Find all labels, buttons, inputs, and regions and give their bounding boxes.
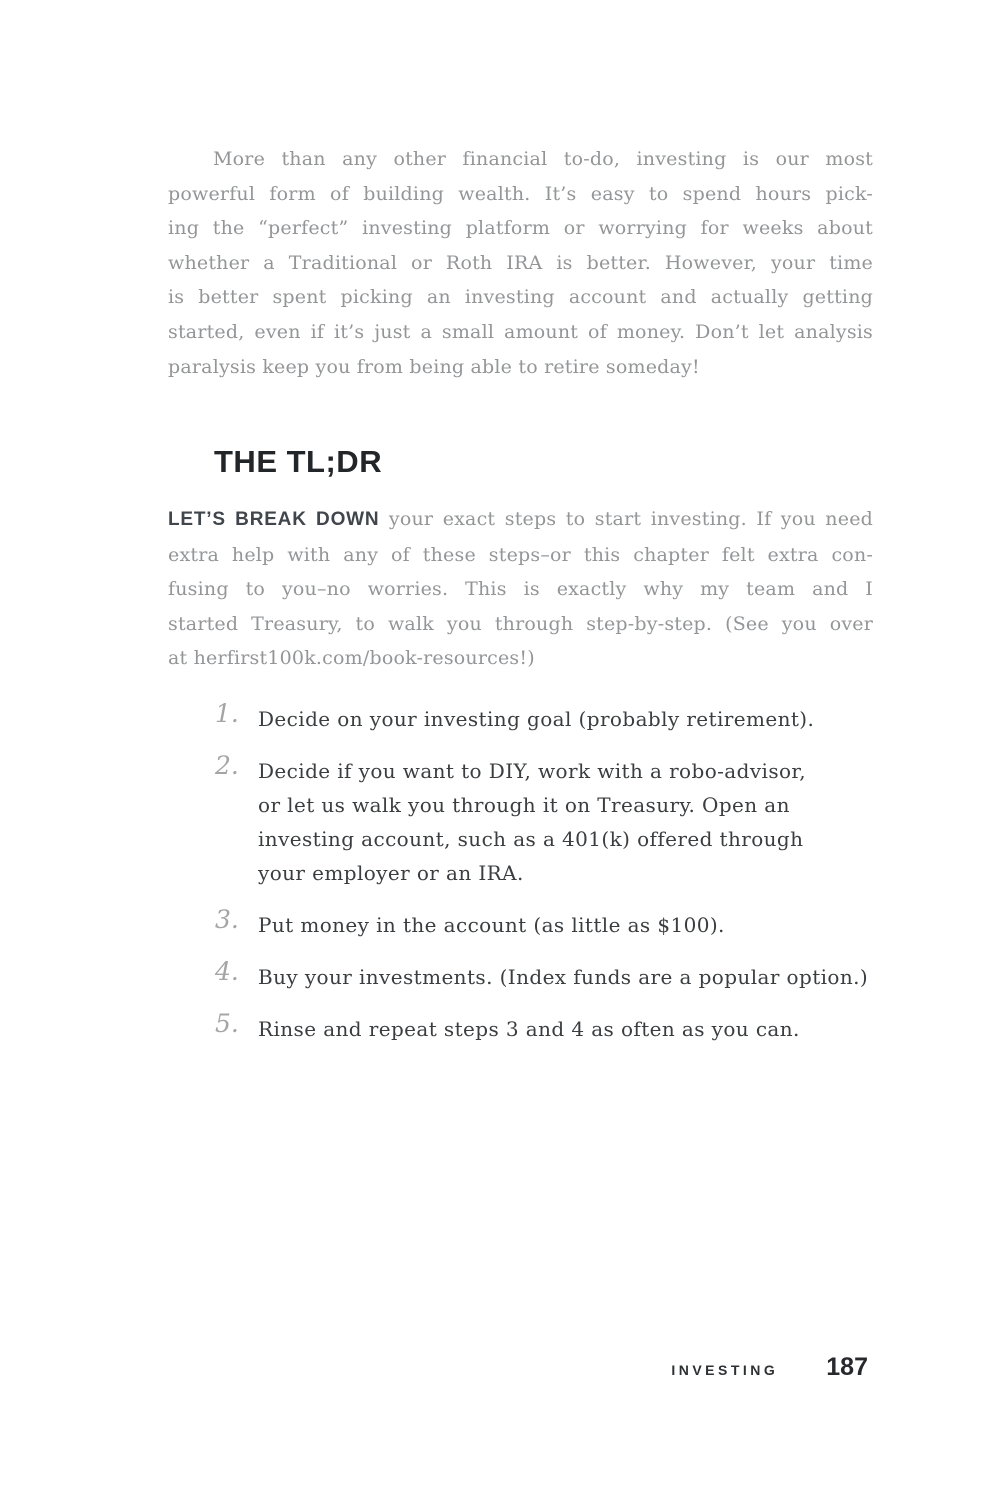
step-lines — [258, 908, 895, 942]
section-heading: THE TL;DR — [214, 444, 383, 479]
step-lines — [258, 1012, 895, 1046]
tldr-remaining-lines — [168, 538, 873, 676]
paragraph-line: More than any other financial to-do, investing is our most — [213, 148, 873, 170]
footer-section-label: INVESTING — [671, 1362, 779, 1378]
step-lines — [258, 702, 895, 736]
step-number: 1. — [215, 699, 239, 728]
paragraph-line: extra help with any of these steps–or this chapter felt extra con- — [168, 543, 873, 566]
step-line: investing account, such as a 401(k) offered through — [258, 827, 804, 851]
step-lines — [258, 960, 895, 994]
paragraph-line: powerful form of building wealth. It’s easy to spend hours pick- — [168, 182, 873, 205]
step-line: or let us walk you through it on Treasury. Open an — [258, 793, 790, 817]
step-number: 2. — [215, 751, 239, 780]
tldr-lead-text: LET’S BREAK DOWN — [168, 509, 380, 530]
paragraph-line: ing the “perfect” investing platform or worrying for weeks about — [168, 217, 873, 240]
step-item — [215, 1009, 895, 1046]
step-number: 4. — [215, 957, 239, 986]
paragraph-line: at herfirst100k.com/book-resources!) — [168, 647, 535, 670]
paragraph-line: whether a Traditional or Roth IRA is better. However, your time — [168, 251, 873, 274]
step-item — [215, 751, 895, 890]
paragraph-line: fusing to you–no worries. This is exactly why my team and I — [168, 578, 873, 601]
steps-list — [215, 699, 895, 1064]
paragraph-line: paralysis keep you from being able to retire someday! — [168, 355, 700, 378]
step-line: Decide on your investing goal (probably retirement). — [258, 707, 815, 731]
step-line: your employer or an IRA. — [258, 861, 524, 885]
step-line: Decide if you want to DIY, work with a robo-advisor, — [258, 759, 806, 783]
paragraph-line: started Treasury, to walk you through step-by-step. (See you over — [168, 612, 873, 635]
tldr-first-line-rest: your exact steps to start investing. If you need — [379, 508, 873, 530]
step-item — [215, 699, 895, 736]
paragraph-line: started, even if it’s just a small amount of money. Don’t let analysis — [168, 320, 873, 343]
page-footer — [168, 1353, 868, 1382]
body-paragraph — [168, 142, 873, 384]
step-item — [215, 957, 895, 994]
step-line: Buy your investments. (Index funds are a popular option.) — [258, 965, 869, 989]
step-number: 5. — [215, 1009, 239, 1038]
step-line: Rinse and repeat steps 3 and 4 as often as you can. — [258, 1017, 800, 1041]
paragraph-line: is better spent picking an investing account and actually getting — [168, 286, 873, 309]
step-line: Put money in the account (as little as $100). — [258, 913, 725, 937]
step-number: 3. — [215, 905, 239, 934]
step-lines — [258, 754, 895, 890]
step-item — [215, 905, 895, 942]
footer-page-number: 187 — [826, 1353, 868, 1381]
tldr-first-line — [168, 502, 873, 538]
tldr-paragraph — [168, 502, 873, 676]
